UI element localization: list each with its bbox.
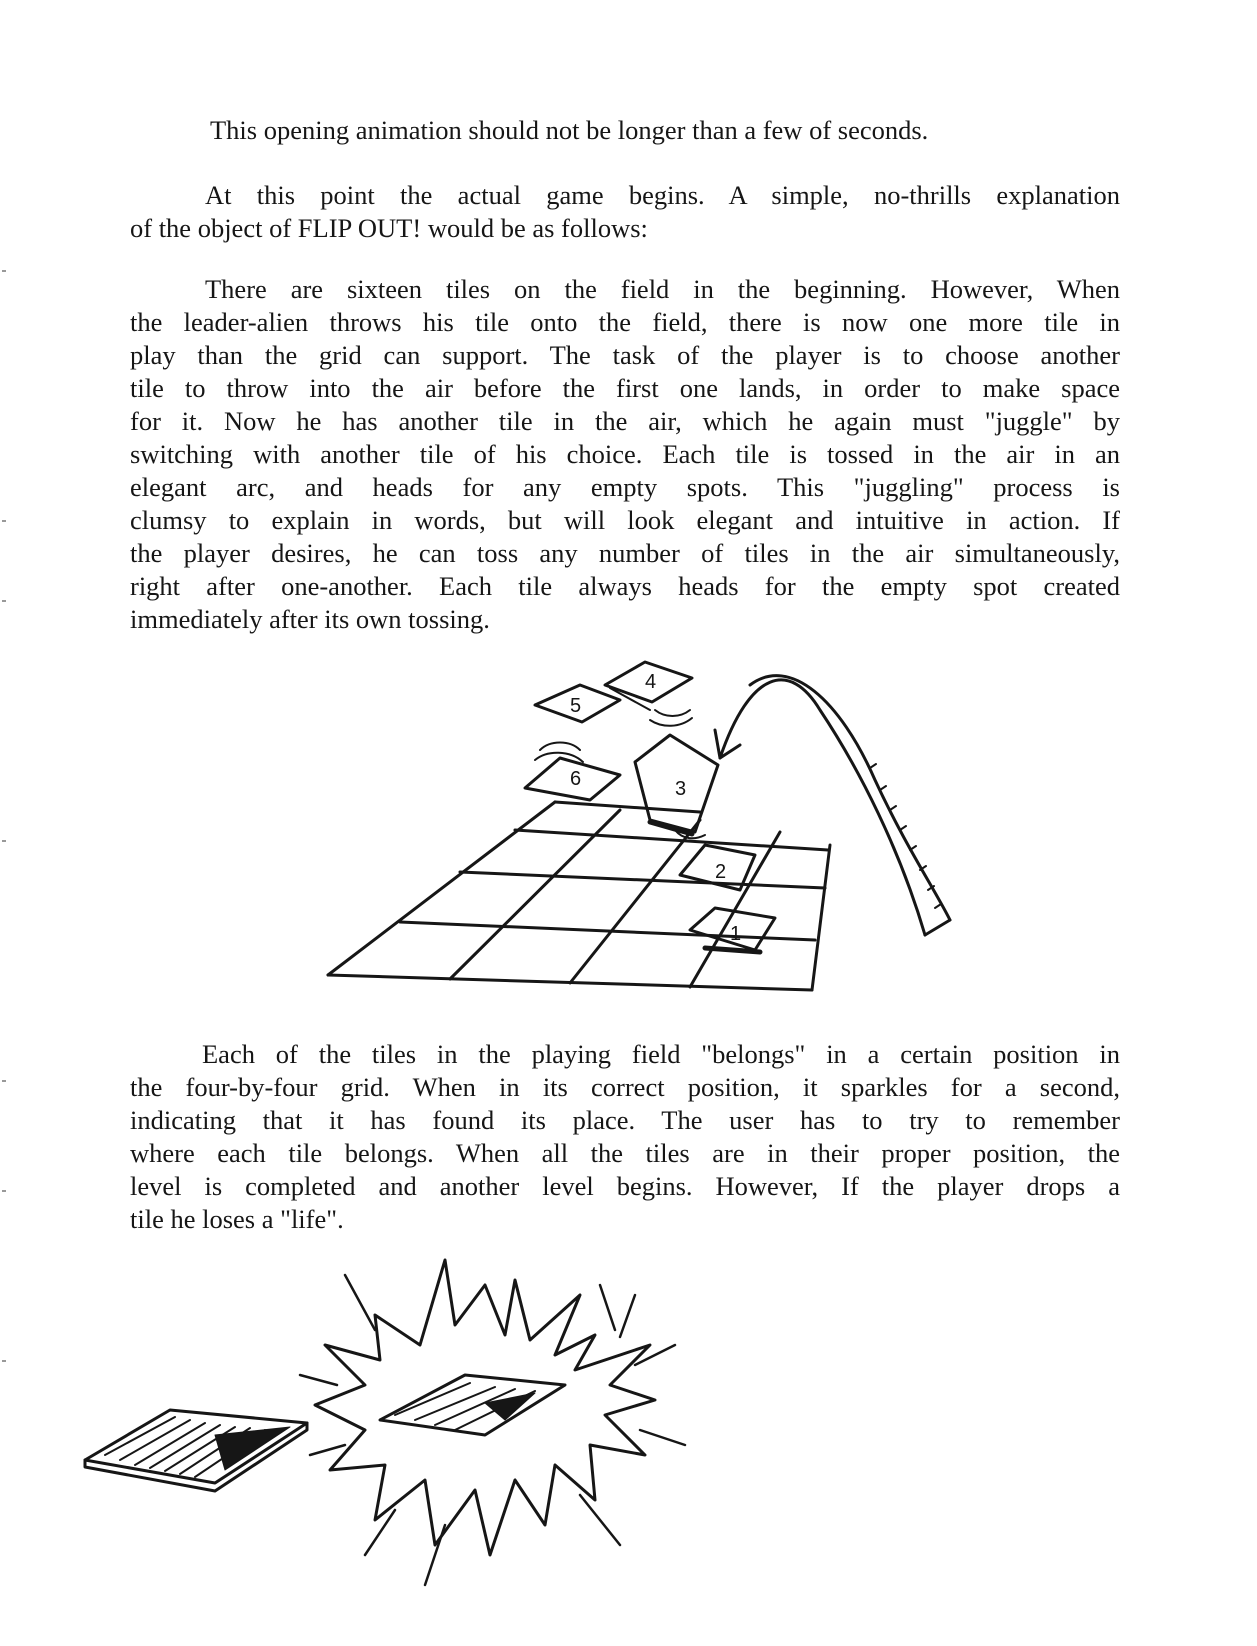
tile-number-2: 2 bbox=[715, 861, 727, 883]
text-line: There are sixteen tiles on the field in the beginning. However, When bbox=[205, 274, 1120, 304]
tile-number-6: 6 bbox=[570, 768, 582, 790]
text-line: the leader-alien throws his tile onto the field, there is now one more tile in bbox=[130, 307, 1120, 337]
scan-mark bbox=[2, 1190, 6, 1192]
text-line: At this point the actual game begins. A simple, no-thrills explanation bbox=[205, 180, 1120, 210]
paragraph-juggling-explanation bbox=[130, 273, 1120, 636]
text-line: This opening animation should not be longer than a few of seconds. bbox=[210, 115, 929, 145]
playing-grid bbox=[328, 802, 830, 990]
text-line: right after one-another. Each tile always heads for the empty spot created bbox=[130, 571, 1120, 601]
text-line: indicating that it has found its place. The user has to try to remember bbox=[130, 1105, 1120, 1135]
sparkling-tile bbox=[380, 1375, 565, 1435]
scan-mark bbox=[2, 270, 6, 272]
sparkle-tiles-illustration bbox=[75, 1255, 715, 1635]
text-line: clumsy to explain in words, but will look elegant and intuitive in action. If bbox=[130, 505, 1120, 535]
text-line: switching with another tile of his choice. Each tile is tossed in the air in an bbox=[130, 439, 1120, 469]
tile-number-3: 3 bbox=[675, 778, 687, 800]
text-line: for it. Now he has another tile in the air, which he again must "juggle" by bbox=[130, 406, 1120, 436]
text-line: elegant arc, and heads for any empty spots. This "juggling" process is bbox=[130, 472, 1120, 502]
text-line: immediately after its own tossing. bbox=[130, 604, 490, 634]
text-line: the four-by-four grid. When in its correct position, it sparkles for a second, bbox=[130, 1072, 1120, 1102]
text-line: tile to throw into the air before the first one lands, in order to make space bbox=[130, 373, 1120, 403]
text-line: play than the grid can support. The task of the player is to choose another bbox=[130, 340, 1120, 370]
paragraph-tile-positions bbox=[130, 1038, 1120, 1236]
text-line: Each of the tiles in the playing field "belongs" in a certain position in bbox=[202, 1039, 1120, 1069]
text-line: level is completed and another level begins. However, If the player drops a bbox=[130, 1171, 1120, 1201]
juggling-tiles-illustration bbox=[320, 650, 1000, 1050]
text-line: the player desires, he can toss any number of tiles in the air simultaneously, bbox=[130, 538, 1120, 568]
sparkle-tiles-drawing bbox=[75, 1255, 715, 1635]
paragraph-opening-animation bbox=[130, 114, 1120, 147]
flying-tiles bbox=[525, 662, 775, 952]
tile-number-1: 1 bbox=[730, 923, 742, 945]
toss-arc bbox=[715, 676, 950, 935]
patterned-tile bbox=[85, 1410, 307, 1491]
scan-mark bbox=[2, 1360, 6, 1362]
tile-number-5: 5 bbox=[570, 695, 582, 717]
scan-mark bbox=[2, 520, 6, 522]
juggling-tiles-drawing bbox=[320, 650, 1000, 1050]
scan-mark bbox=[2, 1080, 6, 1082]
tile-number-4: 4 bbox=[645, 671, 657, 693]
text-line: tile he loses a "life". bbox=[130, 1204, 344, 1234]
text-line: of the object of FLIP OUT! would be as follows: bbox=[130, 213, 648, 243]
scan-mark bbox=[2, 840, 6, 842]
text-line: where each tile belongs. When all the tiles are in their proper position, the bbox=[130, 1138, 1120, 1168]
sparkle-burst bbox=[300, 1260, 685, 1585]
scan-mark bbox=[2, 600, 6, 602]
paragraph-game-begins bbox=[130, 179, 1120, 245]
